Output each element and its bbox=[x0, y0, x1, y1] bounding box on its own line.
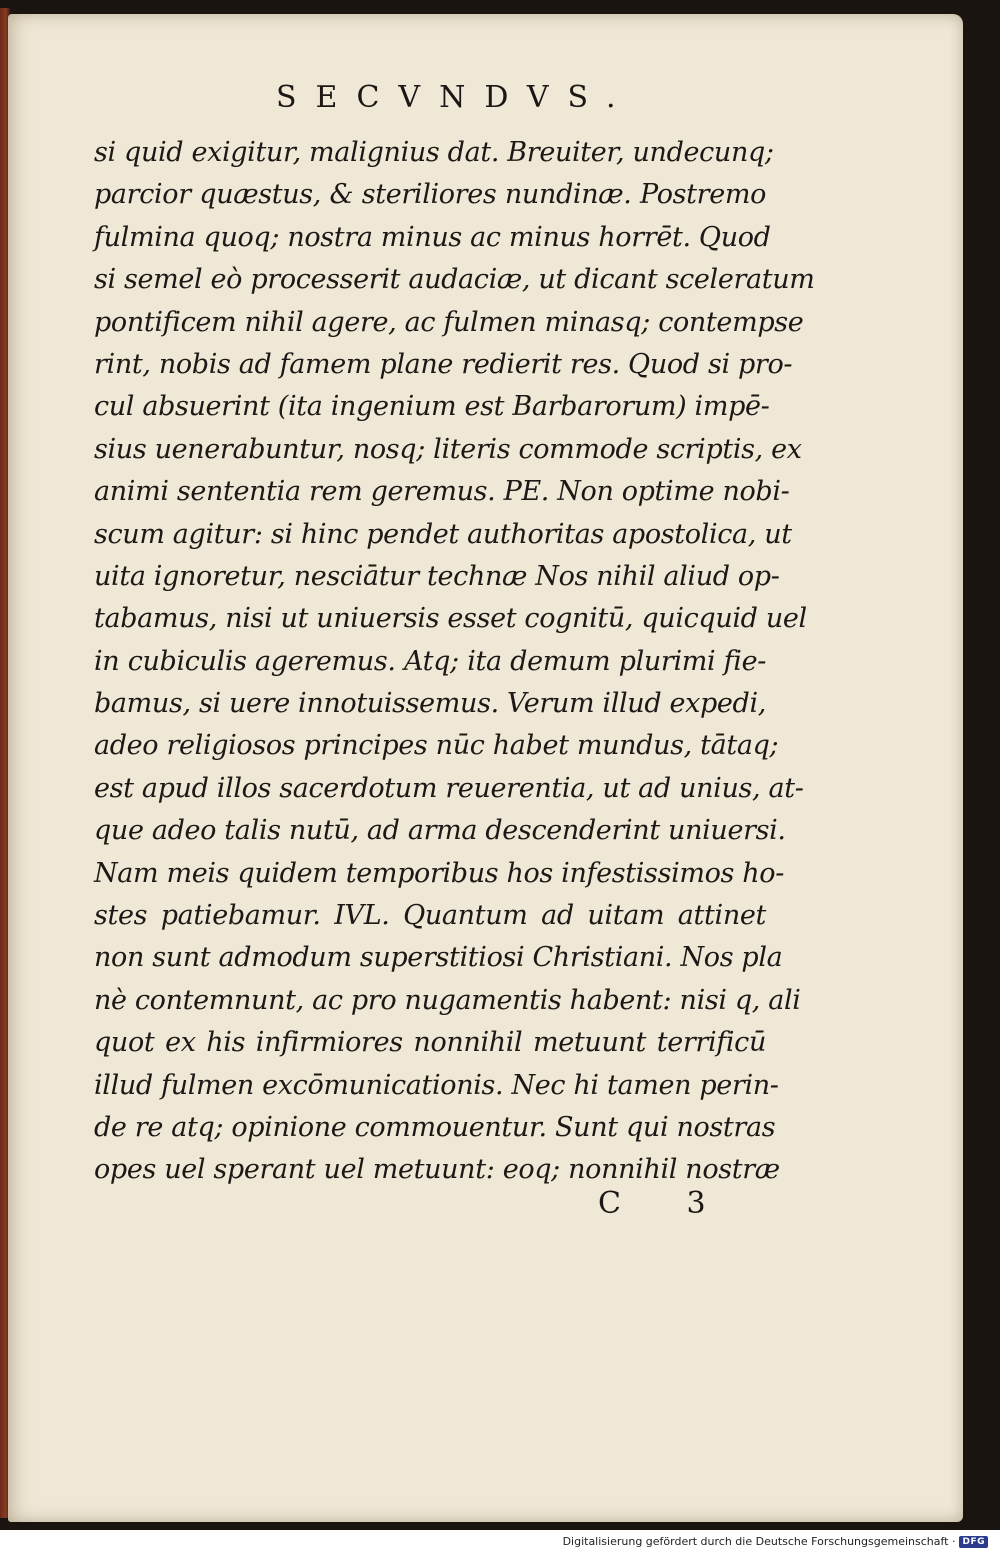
book-page bbox=[8, 14, 963, 1522]
text-line: bamus, si uere innotuissemus. Verum illud expedi, bbox=[94, 688, 767, 720]
text-line: que adeo talis nutū, ad arma descenderint uniuersi. bbox=[94, 815, 786, 847]
dfg-logo-icon: DFG bbox=[959, 1536, 988, 1548]
text-line: pontificem nihil agere, ac fulmen minasq; contempse bbox=[94, 306, 804, 338]
funding-credit: Digitalisierung gefördert durch die Deutsche Forschungsgemeinschaft · bbox=[562, 1535, 956, 1548]
text-line: cul absuerint (ita ingenium est Barbarorum) impē- bbox=[94, 391, 770, 423]
text-line: opes uel sperant uel metuunt: eoq; nonnihil nostræ bbox=[94, 1154, 780, 1186]
text-line: si semel eò processerit audaciæ, ut dicant sceleratum bbox=[94, 264, 815, 296]
text-line: adeo religiosos principes nūc habet mundus, tātaq; bbox=[94, 730, 779, 762]
digitization-footer bbox=[563, 1535, 988, 1548]
text-line: scum agitur: si hinc pendet authoritas apostolica, ut bbox=[94, 518, 792, 550]
text-line: rint, nobis ad famem plane redierit res. Quod si pro- bbox=[94, 348, 793, 380]
signature-mark: C 3 bbox=[598, 1186, 734, 1221]
text-line: uita ignoretur, nesciātur technæ Nos nihil aliud op- bbox=[94, 560, 780, 592]
text-line: illud fulmen excōmunicationis. Nec hi tamen perin- bbox=[94, 1069, 779, 1101]
text-line: si quid exigitur, malignius dat. Breuiter, undecunq; bbox=[94, 137, 774, 168]
running-head: SECVNDVS. bbox=[276, 80, 635, 115]
text-line: tabamus, nisi ut uniuersis esset cognitū, quicquid uel bbox=[94, 603, 807, 635]
text-line: in cubiculis ageremus. Atq; ita demum plurimi fie- bbox=[94, 645, 766, 677]
text-line: nè contemnunt, ac pro nugamentis habent: nisi q, ali bbox=[94, 984, 801, 1016]
text-line: de re atq; opinione commouentur. Sunt qui nostras bbox=[94, 1111, 776, 1143]
text-block bbox=[94, 132, 815, 1192]
text-line: parcior quæstus, & steriliores nundinæ. Postremo bbox=[94, 179, 766, 211]
text-line: non sunt admodum superstitiosi Christiani. Nos pla bbox=[94, 942, 783, 974]
text-line: quot ex his infirmiores nonnihil metuunt terrificū bbox=[94, 1027, 766, 1059]
text-line: est apud illos sacerdotum reuerentia, ut ad unius, at- bbox=[94, 772, 804, 804]
text-line: sius uenerabuntur, nosq; literis commode scriptis, ex bbox=[94, 433, 802, 465]
text-line: Nam meis quidem temporibus hos infestissimos ho- bbox=[94, 857, 784, 889]
text-line: fulmina quoq; nostra minus ac minus horrēt. Quod bbox=[94, 221, 771, 253]
text-line: stes patiebamur. IVL. Quantum ad uitam attinet bbox=[94, 900, 766, 932]
text-line: animi sententia rem geremus. PE. Non optime nobi- bbox=[94, 476, 790, 508]
